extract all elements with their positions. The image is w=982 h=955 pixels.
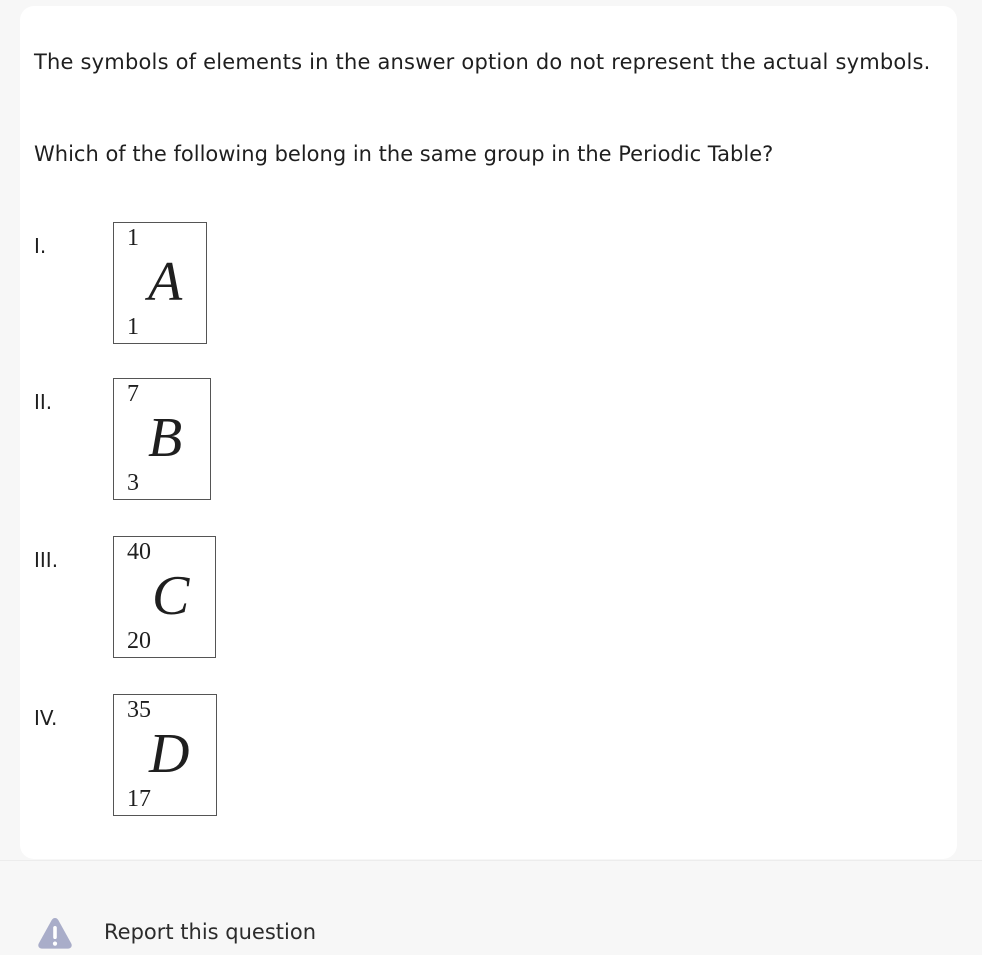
option-numeral: IV. <box>34 706 58 730</box>
mass-number: 1 <box>127 225 139 251</box>
footer-divider <box>0 860 982 861</box>
nuclide-notation-box <box>113 222 207 344</box>
element-symbol: A <box>148 251 183 313</box>
nuclide-notation-box <box>113 378 211 500</box>
mass-number: 35 <box>127 697 151 723</box>
atomic-number: 3 <box>127 470 139 496</box>
warning-triangle-icon <box>37 916 73 950</box>
question-prompt: Which of the following belong in the same group in the Periodic Table? <box>34 142 774 166</box>
atomic-number: 17 <box>127 786 151 812</box>
mass-number: 40 <box>127 539 151 565</box>
option-numeral: III. <box>34 548 59 572</box>
option-numeral: I. <box>34 234 47 258</box>
atomic-number: 20 <box>127 628 151 654</box>
element-symbol: D <box>149 723 190 785</box>
report-question-label[interactable]: Report this question <box>104 920 317 944</box>
atomic-number: 1 <box>127 314 139 340</box>
question-note: The symbols of elements in the answer option do not represent the actual symbols. <box>34 50 931 74</box>
element-symbol: C <box>152 565 190 627</box>
nuclide-notation-box <box>113 536 216 658</box>
mass-number: 7 <box>127 381 139 407</box>
nuclide-notation-box <box>113 694 217 816</box>
element-symbol: B <box>148 407 183 469</box>
option-numeral: II. <box>34 390 53 414</box>
report-question-button[interactable] <box>37 913 357 953</box>
